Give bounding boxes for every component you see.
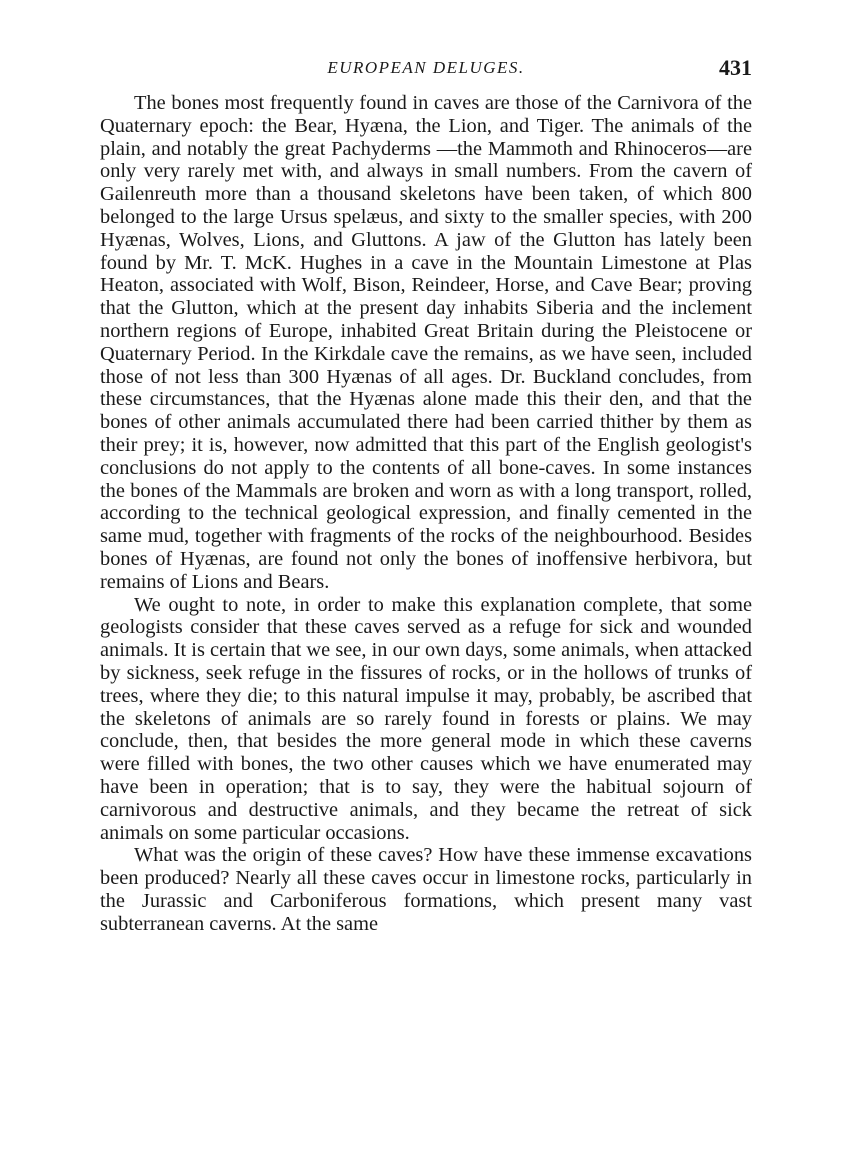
paragraph-bone-caves: The bones most frequently found in caves are those of the Carnivora of the Quaternary epoch: the Bear, Hyæna, the Lion, and Tiger. The animals of the plain, and notably the great Pachyderms —the Mammoth and Rhinoceros—are only very rarely met with, and always in small numbers. From the cavern of Gailenreuth more than a thousand skeletons have been taken, of which 800 belonged to the large Ursus spelæus, and sixty to the smaller species, with 200 Hyænas, Wolves, Lions, and Gluttons. A jaw of the Glutton has lately been found by Mr. T. McK. Hughes in a cave in the Mountain Limestone at Plas Heaton, associated with Wolf, Bison, Reindeer, Horse, and Cave Bear; proving that the Glutton, which at the present day inhabits Siberia and the inclement northern regions of Europe, inhabited Great Britain during the Pleistocene or Quaternary Period. In the Kirkdale cave the remains, as we have seen, included those of not less than 300 Hyænas of all ages. Dr. Buckland concludes, from these circumstances, that the Hyænas alone made this their den, and that the bones of other animals accumulated there had been carried thither by them as their prey; it is, however, now admitted that this part of the English geologist's conclusions do not apply to the contents of all bone-caves. In some instances the bones of the Mammals are broken and worn as with a long transport, rolled, according to the technical geological expression, and finally cemented in the same mud, together with fragments of the rocks of the neighbourhood. Besides bones of Hyænas, are found not only the bones of inoffensive herbivora, but remains of Lions and Bears.: [100, 92, 752, 593]
paragraph-refuge: We ought to note, in order to make this explanation complete, that some geologists consider that these caves served as a refuge for sick and wounded animals. It is certain that we see, in our own days, some animals, when attacked by sickness, seek refuge in the fissures of rocks, or in the hollows of trunks of trees, where they die; to this natural impulse it may, probably, be ascribed that the skeletons of animals are so rarely found in forests or plains. We may conclude, then, that besides the more general mode in which these caverns were filled with bones, the two other causes which we have enumerated may have been in operation; that is to say, they were the habitual sojourn of carnivorous and destructive animals, and they became the retreat of sick animals on some particular occasions.: [100, 593, 752, 844]
paragraph-origin: What was the origin of these caves? How have these immense excavations been produced? Nearly all these caves occur in limestone rocks, particularly in the Jurassic and Carboniferous formations, which present many vast subterranean caverns. At the same: [100, 844, 752, 935]
running-head: [100, 55, 752, 92]
book-page: [100, 55, 752, 935]
page-number: 431: [719, 55, 752, 80]
text-body: [100, 92, 752, 935]
running-title: EUROPEAN DELUGES.: [327, 58, 525, 77]
